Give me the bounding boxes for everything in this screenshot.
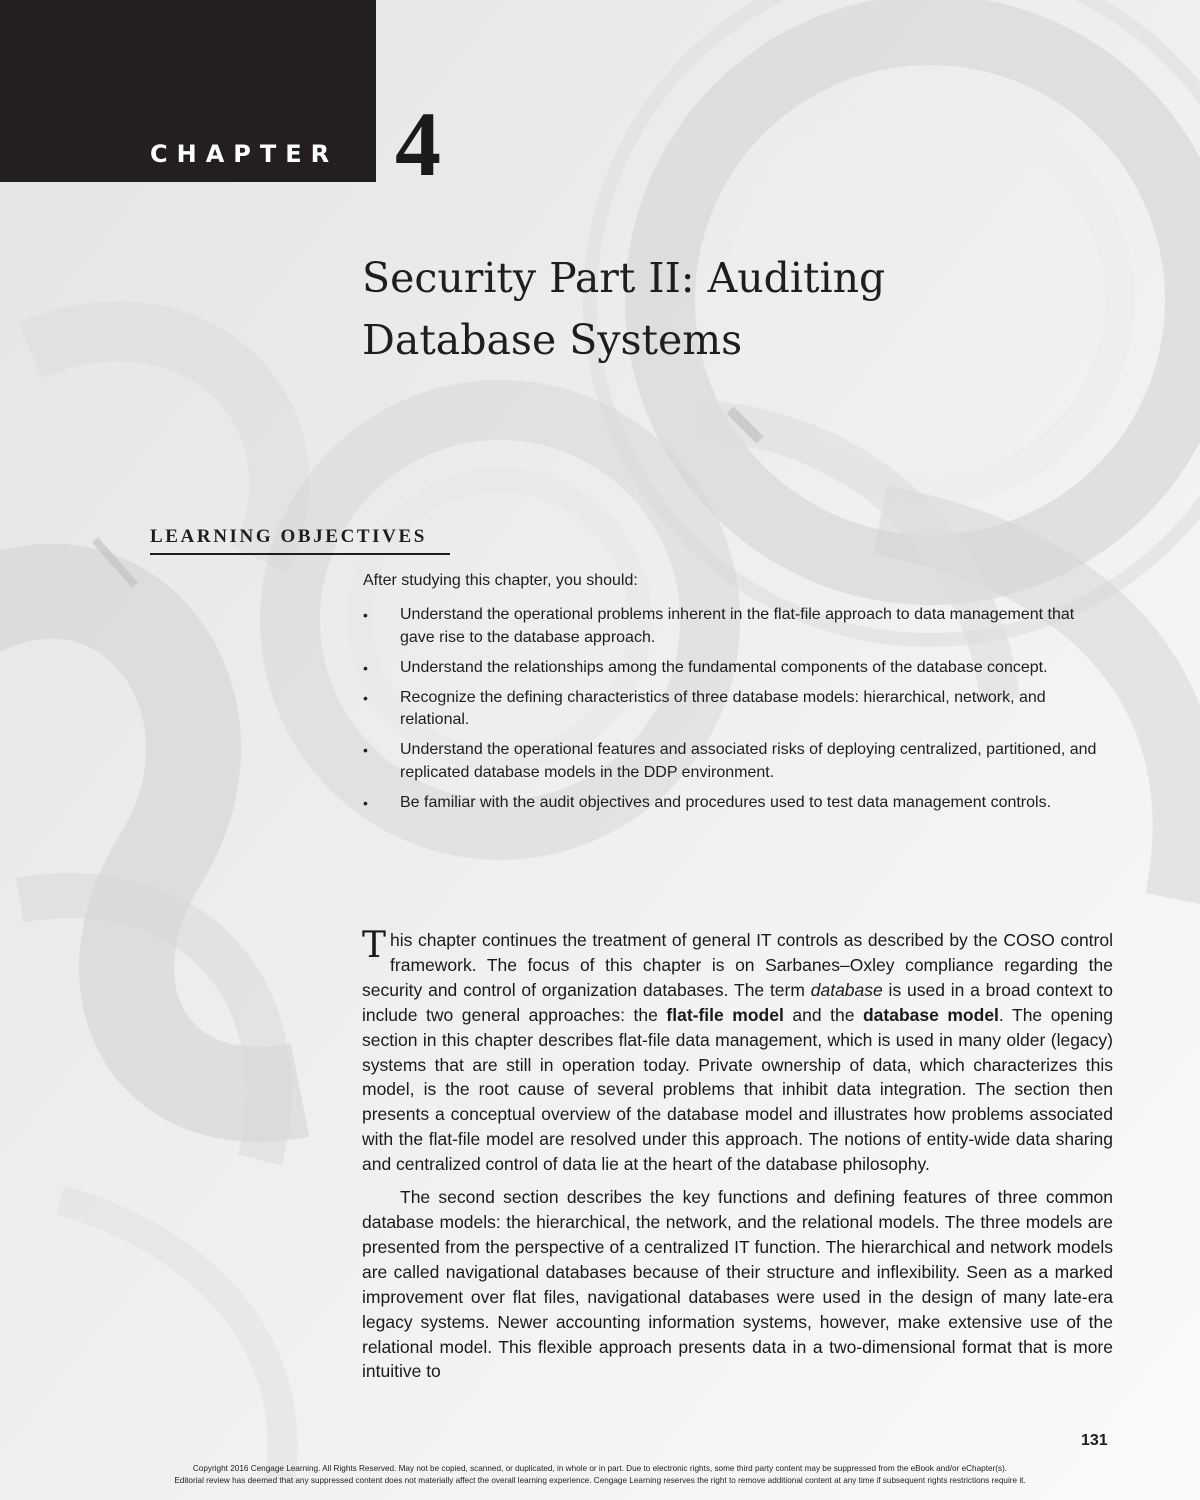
list-item [363, 792, 1108, 815]
list-item [363, 687, 1108, 732]
paragraph-text: his chapter continues the treatment of general IT controls as described by the COSO control framework. The focus of this chapter is on Sarbanes–Oxley compliance regarding the security and control of organization databases. The term [362, 930, 1113, 1000]
body-paragraph-1 [362, 925, 1114, 1177]
chapter-title-line-1: Security Part II: Auditing [362, 254, 886, 302]
objective-text: Be familiar with the audit objectives and procedures used to test data management controls. [400, 793, 1052, 811]
list-item [363, 604, 1108, 649]
copyright-line-2: Editorial review has deemed that any suppressed content does not materially affect the overall learning experience. Cengage Learning reserves the right to remove additional content at any time if subsequent rights restrictions require it. [174, 1476, 1026, 1485]
term-database: database [810, 979, 883, 1000]
list-item [363, 739, 1108, 784]
page-number: 131 [1081, 1432, 1108, 1449]
bullet-icon: • [363, 607, 368, 623]
objective-text: Recognize the defining characteristics of three database models: hierarchical, network, and relational. [400, 688, 1046, 728]
objective-text: Understand the operational problems inherent in the flat-file approach to data management that gave rise to the database approach. [400, 606, 1075, 646]
chapter-title-line-2: Database Systems [362, 316, 743, 364]
learning-objectives-list [363, 604, 1108, 822]
term-database-model: database model [862, 1004, 999, 1025]
learning-objectives-intro: After studying this chapter, you should: [363, 572, 638, 589]
drop-cap: T [362, 925, 387, 966]
copyright-line-1: Copyright 2016 Cengage Learning. All Rights Reserved. May not be copied, scanned, or duplicated, in whole or in part. Due to electronic rights, some third party content may be suppressed from the eBook and/or eChapter(s). [192, 1464, 1008, 1473]
paragraph-text: is used in a broad context to include two general approaches: the [362, 979, 1114, 1025]
bullet-icon: • [363, 659, 368, 676]
body-paragraph-2: The second section describes the key functions and defining features of three common database models: the hierarchical, the network, and the relational models. The three models are presented from the perspective of a centralized IT function. The hierarchical and network models are called navigational databases because of their structure and inflexibility. Seen as a marked improvement over flat files, navigational databases were used in the design of many late-era legacy systems. Newer accounting information systems, however, make extensive use of the relational model. This flexible approach presents data in a two-dimensional format that is more intuitive to [362, 1187, 1113, 1382]
bullet-icon: • [363, 794, 368, 811]
chapter-label-box [0, 0, 376, 182]
body-text [362, 925, 1114, 1392]
objective-text: Understand the operational features and associated risks of deploying centralized, partitioned, and replicated database models in the DDP environment. [400, 741, 1097, 781]
paragraph-text: . The opening section in this chapter describes flat-file data management, which is used in many older (legacy) systems that are still in operation today. Private ownership of data, which characterizes this model, is the root cause of several problems that inhibit data integration. The section then presents a conceptual overview of the database model and illustrates how problems associated with the flat-file model are resolved under this approach. The notions of entity-wide data sharing and centralized control of data lie at the heart of the database philosophy. [362, 1004, 1113, 1175]
bullet-icon: • [363, 689, 368, 706]
copyright-notice [0, 1463, 1200, 1487]
list-item [363, 657, 1108, 680]
learning-objectives-rule [150, 553, 450, 555]
paragraph-text: and the [783, 1004, 863, 1025]
chapter-number: 4 [395, 93, 441, 195]
chapter-label: CHAPTER [150, 140, 339, 168]
learning-objectives-heading: LEARNING OBJECTIVES [150, 526, 427, 547]
term-flat-file-model: flat-file model [666, 1004, 784, 1025]
bullet-icon: • [363, 742, 368, 758]
objective-text: Understand the relationships among the fundamental components of the database concept. [400, 658, 1048, 676]
